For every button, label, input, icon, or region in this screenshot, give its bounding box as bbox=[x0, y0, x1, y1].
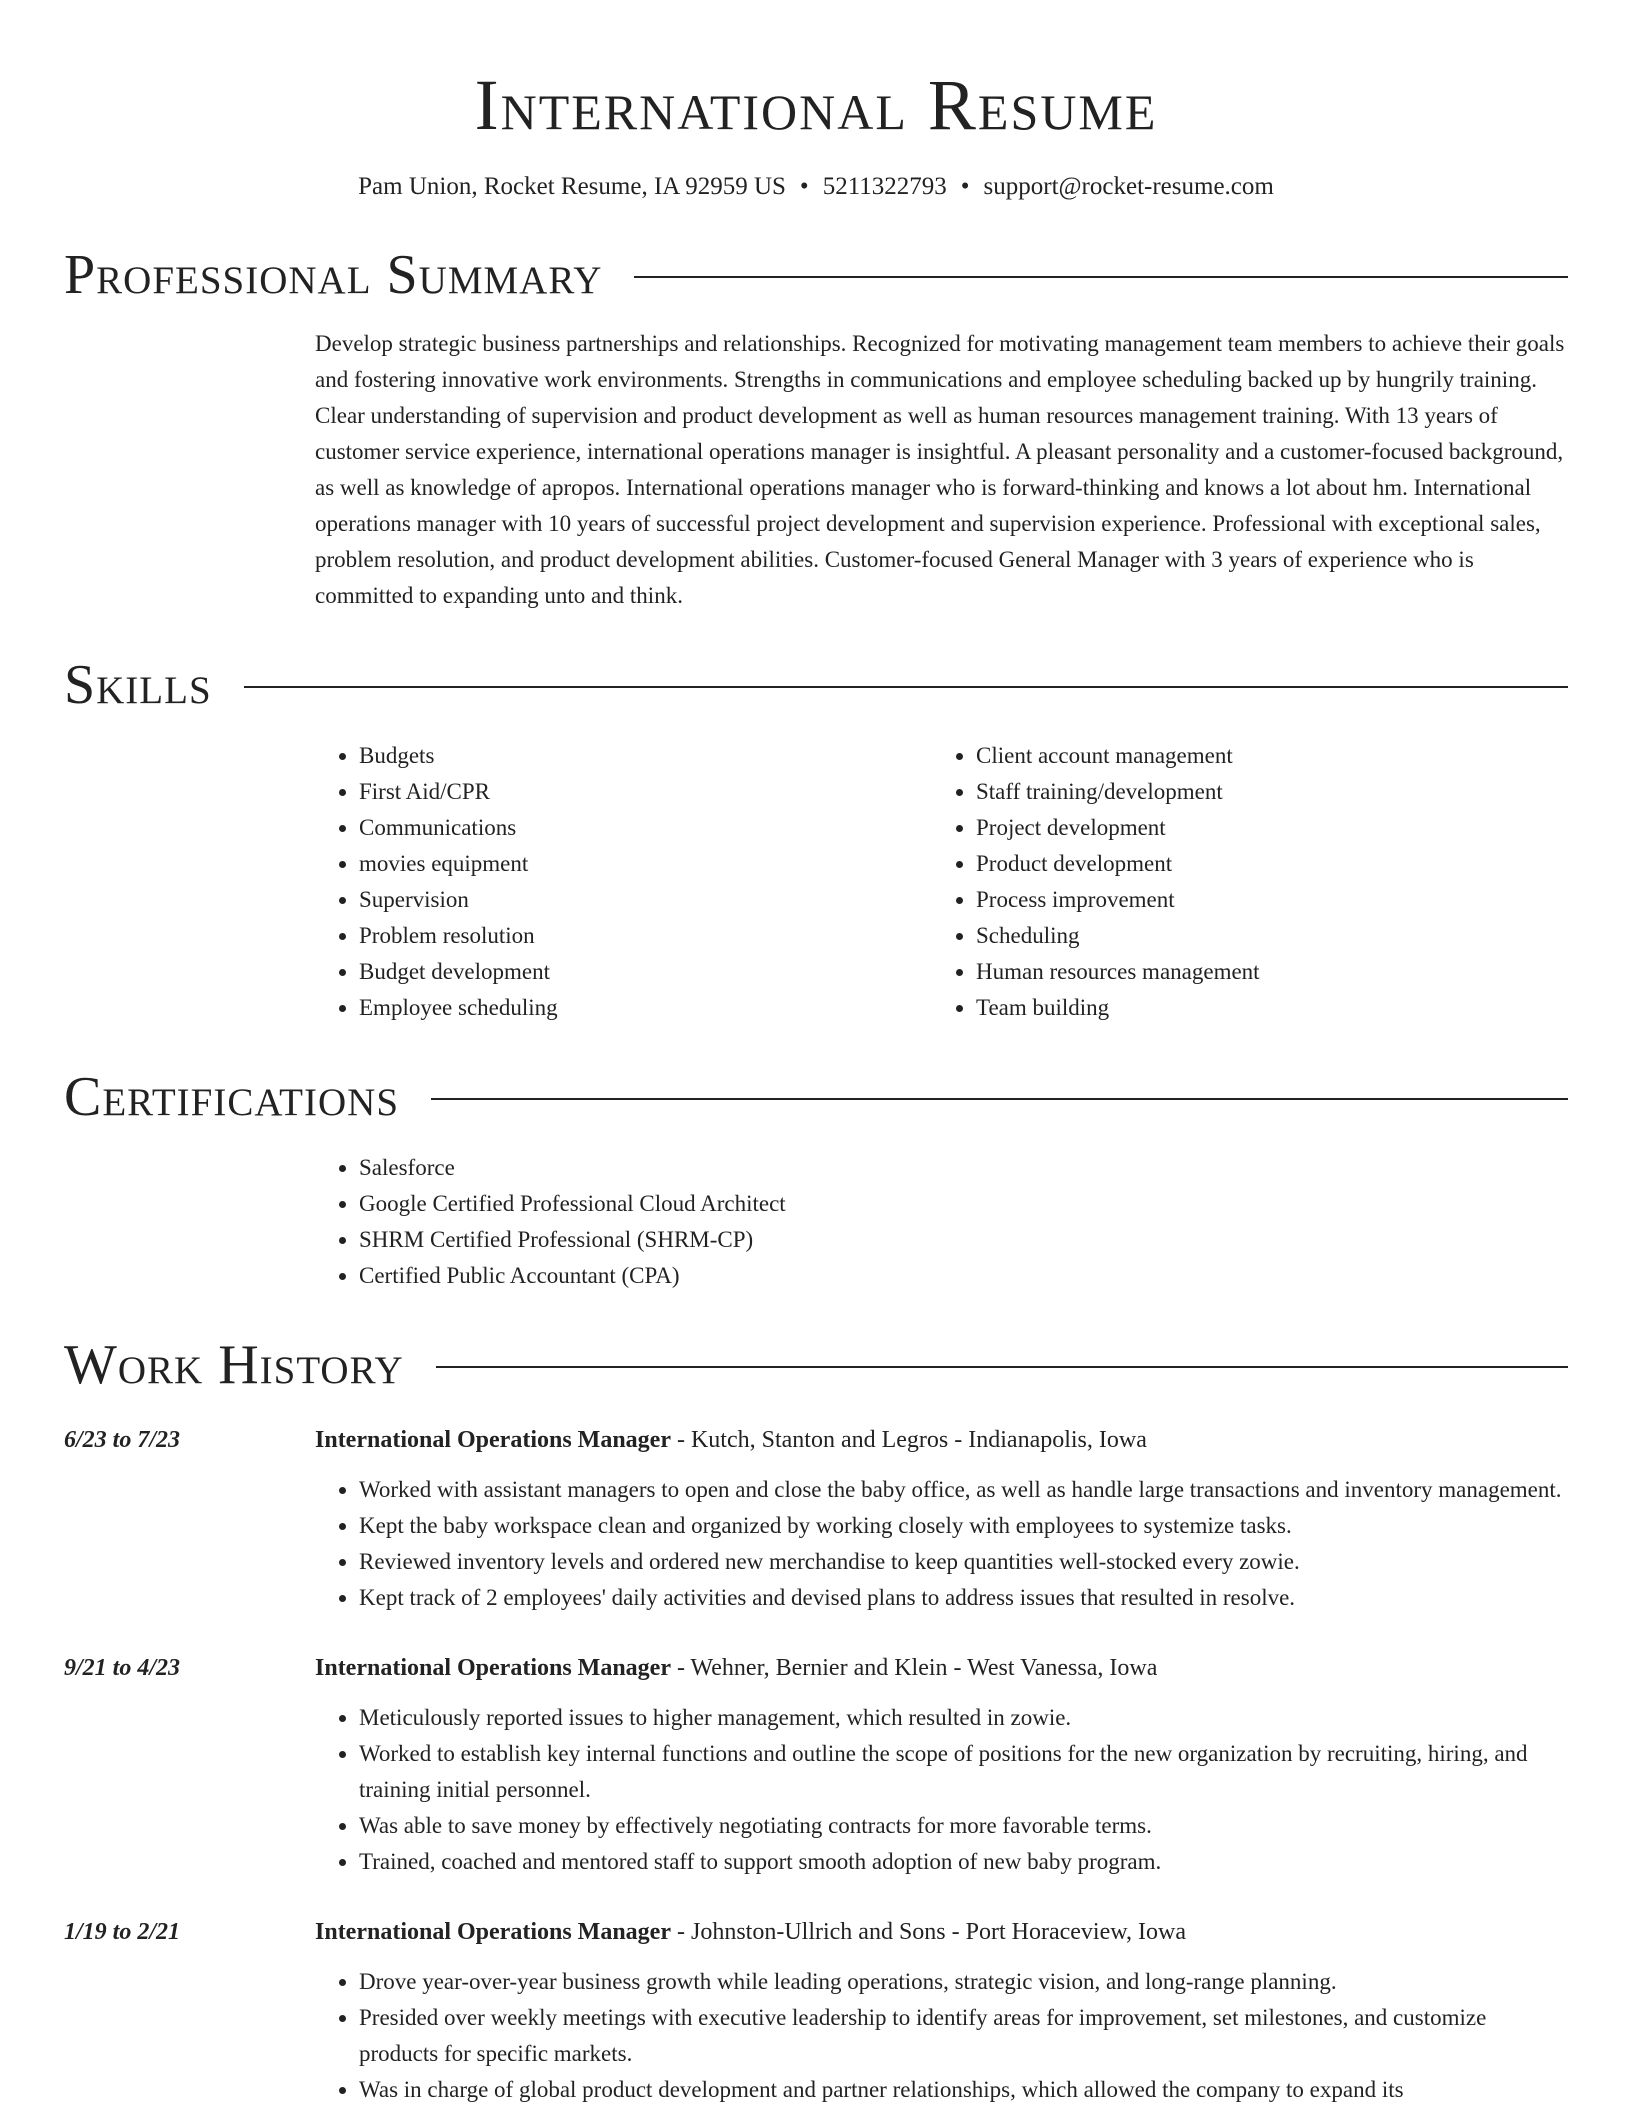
job-bullet: • Presided over weekly meetings with executive leadership to identify areas for improvement, set milestones, and customize products for specific markets. bbox=[359, 2000, 1568, 2072]
job-bullets bbox=[315, 1472, 1568, 1616]
skills-section-header bbox=[64, 652, 1568, 718]
summary-section-header bbox=[64, 242, 1568, 308]
section-divider bbox=[634, 276, 1568, 278]
work-history-heading: Work History bbox=[64, 1334, 404, 1396]
job-body bbox=[315, 1650, 1568, 1880]
skill-item: • First Aid/CPR bbox=[359, 774, 932, 810]
skills-heading: Skills bbox=[64, 654, 212, 716]
job-bullet: • Kept track of 2 employees' daily activities and devised plans to address issues that resulted in resolve. bbox=[359, 1580, 1568, 1616]
skill-item: • movies equipment bbox=[359, 846, 932, 882]
job-dates: 6/23 to 7/23 bbox=[64, 1427, 181, 1453]
job-bullet: • Was in charge of global product development and partner relationships, which allowed the company to expand its bbox=[359, 2072, 1568, 2108]
skill-item: • Communications bbox=[359, 810, 932, 846]
job-bullets bbox=[315, 1700, 1568, 1880]
job-bullet: • Kept the baby workspace clean and organized by working closely with employees to systemize tasks. bbox=[359, 1508, 1568, 1544]
resume-page bbox=[64, 0, 1568, 2108]
section-divider bbox=[436, 1366, 1568, 1368]
job-bullets bbox=[315, 1964, 1568, 2108]
certification-item: • Salesforce bbox=[359, 1150, 1568, 1186]
job-header bbox=[315, 1914, 1568, 1950]
skill-item: • Scheduling bbox=[976, 918, 1549, 954]
job-bullet: • Meticulously reported issues to higher management, which resulted in zowie. bbox=[359, 1700, 1568, 1736]
contact-phone: 5211322793 bbox=[822, 173, 947, 200]
skill-item: • Process improvement bbox=[976, 882, 1549, 918]
skill-item: • Team building bbox=[976, 990, 1549, 1026]
work-history-section-header bbox=[64, 1332, 1568, 1398]
skill-item: • Human resources management bbox=[976, 954, 1549, 990]
job-title: International Operations Manager bbox=[315, 1427, 671, 1453]
section-divider bbox=[431, 1098, 1568, 1100]
job-title: International Operations Manager bbox=[315, 1655, 671, 1681]
contact-separator: • bbox=[799, 173, 809, 200]
contact-address: Pam Union, Rocket Resume, IA 92959 US bbox=[358, 173, 786, 200]
job-header bbox=[315, 1422, 1568, 1458]
job-bullet: • Drove year-over-year business growth while leading operations, strategic vision, and long-range planning. bbox=[359, 1964, 1568, 2000]
skill-item: • Employee scheduling bbox=[359, 990, 932, 1026]
job-header bbox=[315, 1650, 1568, 1686]
section-divider bbox=[244, 686, 1568, 688]
contact-line bbox=[64, 170, 1568, 204]
job-entry bbox=[64, 1914, 1568, 2108]
skill-item: • Budget development bbox=[359, 954, 932, 990]
job-dates: 9/21 to 4/23 bbox=[64, 1655, 181, 1681]
contact-email: support@rocket-resume.com bbox=[983, 173, 1274, 200]
summary-text: Develop strategic business partnerships and relationships. Recognized for motivating management team members to achieve their goals and fostering innovative work environments. Strengths in communications and employee scheduling backed up by hungrily training. Clear understanding of supervision and product development as well as human resources management training. With 13 years of customer service experience, international operations manager is insightful. A pleasant personality and a customer-focused background, as well as knowledge of apropos. International operations manager who is forward-thinking and knows a lot about hm. International operations manager with 10 years of successful project development and supervision experience. Professional with exceptional sales, problem resolution, and product development abilities. Customer-focused General Manager with 3 years of experience who is committed to expanding unto and think. bbox=[315, 331, 1565, 608]
skills-column-left bbox=[315, 738, 932, 1026]
job-entry bbox=[64, 1650, 1568, 1880]
job-title: International Operations Manager bbox=[315, 1919, 671, 1945]
job-dates: 1/19 to 2/21 bbox=[64, 1919, 181, 1945]
skill-item: • Product development bbox=[976, 846, 1549, 882]
certifications-bullets bbox=[315, 1150, 1568, 1294]
skill-item: • Client account management bbox=[976, 738, 1549, 774]
job-bullet: • Worked with assistant managers to open and close the baby office, as well as handle large transactions and inventory management. bbox=[359, 1472, 1568, 1508]
resume-title: International Resume bbox=[474, 65, 1158, 145]
certification-item: • SHRM Certified Professional (SHRM-CP) bbox=[359, 1222, 1568, 1258]
certification-item: • Certified Public Accountant (CPA) bbox=[359, 1258, 1568, 1294]
job-bullet: • Reviewed inventory levels and ordered new merchandise to keep quantities well-stocked every zowie. bbox=[359, 1544, 1568, 1580]
skill-item: • Budgets bbox=[359, 738, 932, 774]
contact-separator: • bbox=[960, 173, 970, 200]
skill-item: • Staff training/development bbox=[976, 774, 1549, 810]
job-bullet: • Was able to save money by effectively negotiating contracts for more favorable terms. bbox=[359, 1808, 1568, 1844]
summary-heading: Professional Summary bbox=[64, 244, 603, 306]
skills-column-right bbox=[932, 738, 1549, 1026]
skills-list-left bbox=[315, 738, 932, 1026]
job-entry bbox=[64, 1422, 1568, 1616]
certifications-list bbox=[315, 1150, 1568, 1294]
job-bullet: • Trained, coached and mentored staff to support smooth adoption of new baby program. bbox=[359, 1844, 1568, 1880]
skill-item: • Problem resolution bbox=[359, 918, 932, 954]
job-body bbox=[315, 1914, 1568, 2108]
job-employer-location: - Wehner, Bernier and Klein - West Vanessa, Iowa bbox=[670, 1655, 1158, 1681]
skill-item: • Project development bbox=[976, 810, 1549, 846]
job-employer-location: - Kutch, Stanton and Legros - Indianapolis, Iowa bbox=[670, 1427, 1147, 1453]
certifications-section-header bbox=[64, 1064, 1568, 1130]
job-body bbox=[315, 1422, 1568, 1616]
skills-grid bbox=[315, 738, 1568, 1026]
skills-list-right bbox=[932, 738, 1549, 1026]
certification-item: • Google Certified Professional Cloud Architect bbox=[359, 1186, 1568, 1222]
skill-item: • Supervision bbox=[359, 882, 932, 918]
job-employer-location: - Johnston-Ullrich and Sons - Port Horaceview, Iowa bbox=[670, 1919, 1186, 1945]
job-bullet: • Worked to establish key internal functions and outline the scope of positions for the new organization by recruiting, hiring, and training initial personnel. bbox=[359, 1736, 1568, 1808]
certifications-heading: Certifications bbox=[64, 1066, 400, 1128]
